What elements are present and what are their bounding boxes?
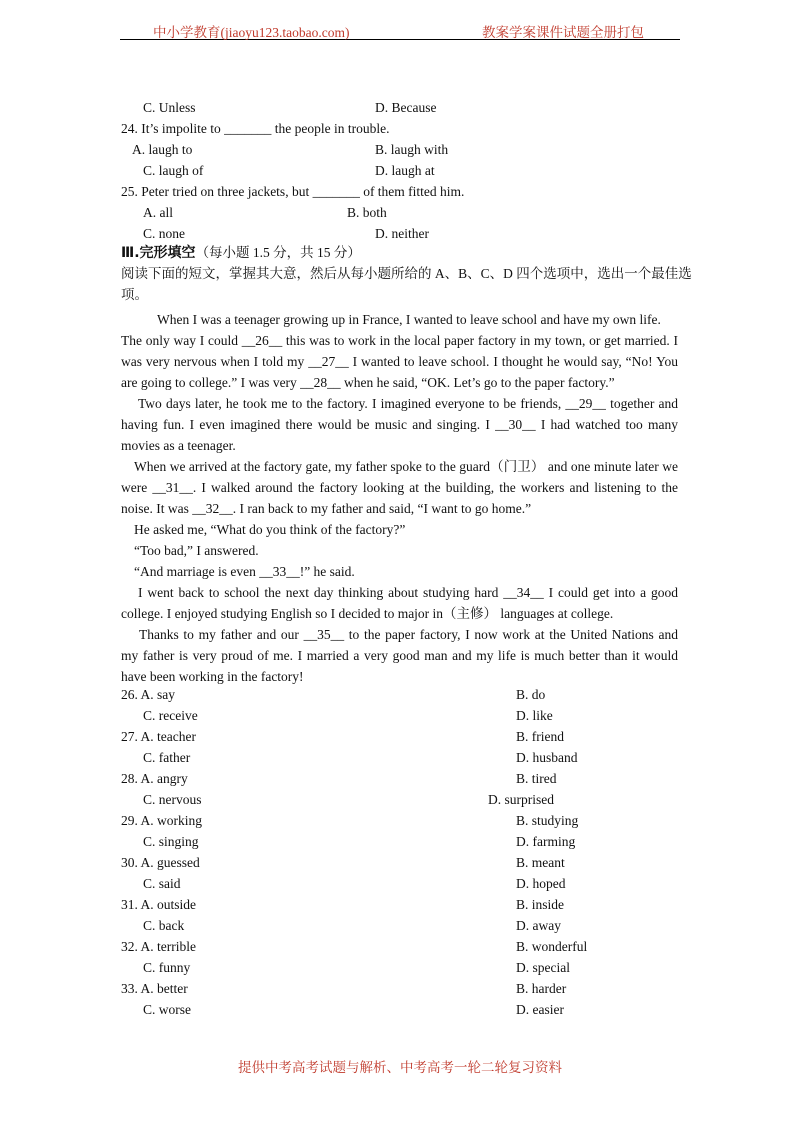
option-d: D. husband: [516, 750, 578, 765]
header-right-text: 教案学案课件试题全册打包: [482, 25, 644, 40]
section-title: Ⅲ.完形填空: [121, 245, 196, 261]
option-b: B. inside: [516, 897, 565, 912]
option-d: D. hoped: [516, 876, 566, 891]
option-b: B. friend: [516, 729, 564, 744]
passage-line: He asked me, “What do you think of the factory?”: [134, 522, 406, 537]
option-b: B. do: [516, 687, 546, 702]
q25-option-d: D. neither: [375, 226, 429, 241]
q25-stem: 25. Peter tried on three jackets, but _______ of them fitted him.: [121, 184, 465, 199]
option-b: B. wonderful: [516, 939, 588, 954]
option-c: C. said: [143, 876, 181, 891]
section-heading: [121, 243, 361, 263]
passage-line: The only way I could __26__ this was to work in the local paper factory in my town, or get married. I: [121, 333, 678, 348]
passage-line: I went back to school the next day thinking about studying hard __34__ I could get into a good: [138, 585, 678, 600]
option-c: C. funny: [143, 960, 191, 975]
option-a: 30. A. guessed: [121, 855, 200, 870]
passage-line: Two days later, he took me to the factory. I imagined everyone to be friends, __29__ together and: [138, 396, 678, 411]
q25-option-b: B. both: [347, 205, 387, 220]
option-a: 28. A. angry: [121, 771, 188, 786]
passage-line: “And marriage is even __33__!” he said.: [134, 564, 355, 579]
passage-line: my father is very proud of me. I married a very good man and my life is much better than it would: [121, 648, 678, 663]
option-d: D. farming: [516, 834, 576, 849]
q23-option-c: C. Unless: [143, 100, 196, 115]
option-a: 29. A. working: [121, 813, 202, 828]
section-note: （每小题 1.5 分，共 15 分）: [195, 245, 361, 260]
option-c: C. worse: [143, 1002, 191, 1017]
option-a: 31. A. outside: [121, 897, 197, 912]
q24-option-a: A. laugh to: [132, 142, 193, 157]
instruction-line: 阅读下面的短文，掌握其大意，然后从每小题所给的 A、B、C、D 四个选项中，选出一个最佳选: [121, 266, 692, 281]
option-b: B. harder: [516, 981, 567, 996]
option-d: D. special: [516, 960, 570, 975]
q23-option-d: D. Because: [375, 100, 437, 115]
option-b: B. studying: [516, 813, 579, 828]
option-b: B. tired: [516, 771, 557, 786]
option-c: C. nervous: [143, 792, 202, 807]
q25-option-a: A. all: [143, 205, 173, 220]
passage-line: When we arrived at the factory gate, my father spoke to the guard（门卫） and one minute later we: [134, 459, 678, 474]
q24-option-d: D. laugh at: [375, 163, 435, 178]
option-c: C. receive: [143, 708, 198, 723]
option-d: D. away: [516, 918, 561, 933]
instruction-line: 项。: [121, 287, 148, 302]
q24-stem: 24. It’s impolite to _______ the people in trouble.: [121, 121, 390, 136]
passage-line: When I was a teenager growing up in France, I wanted to leave school and have my own life.: [157, 312, 661, 327]
passage-line: was very nervous when I told my __27__ I wanted to leave school. I thought he would say, “No! You: [121, 354, 678, 369]
passage-line: were __31__. I walked around the factory looking at the building, the workers and listening to the: [121, 480, 678, 495]
q24-option-c: C. laugh of: [143, 163, 204, 178]
passage-line: have been working in the factory!: [121, 669, 304, 684]
q25-option-c: C. none: [143, 226, 185, 241]
option-a: 26. A. say: [121, 687, 175, 702]
passage-line: noise. It was __32__. I ran back to my father and said, “I want to go home.”: [121, 501, 532, 516]
passage-line: are going to college.” I was very __28__ when he said, “OK. Let’s go to the paper factory.”: [121, 375, 615, 390]
passage-line: Thanks to my father and our __35__ to the paper factory, I now work at the United Nations and: [139, 627, 678, 642]
passage-line: “Too bad,” I answered.: [134, 543, 259, 558]
page-header: [120, 20, 680, 40]
option-a: 33. A. better: [121, 981, 188, 996]
option-a: 27. A. teacher: [121, 729, 196, 744]
option-d: D. like: [516, 708, 553, 723]
passage-line: college. I enjoyed studying English so I decided to major in（主修） languages at college.: [121, 606, 614, 621]
option-d: D. easier: [516, 1002, 564, 1017]
option-b: B. meant: [516, 855, 565, 870]
page-footer: 提供中考高考试题与解析、中考高考一轮二轮复习资料: [238, 1060, 562, 1075]
header-left-text: 中小学教育(jiaoyu123.taobao.com): [153, 25, 350, 40]
passage-line: having fun. I even imagined there would be music and singing. I __30__ I had watched too many: [121, 417, 678, 432]
q24-option-b: B. laugh with: [375, 142, 449, 157]
option-a: 32. A. terrible: [121, 939, 196, 954]
option-c: C. father: [143, 750, 191, 765]
option-c: C. back: [143, 918, 185, 933]
option-d: D. surprised: [488, 792, 554, 807]
passage-line: movies as a teenager.: [121, 438, 236, 453]
option-c: C. singing: [143, 834, 199, 849]
